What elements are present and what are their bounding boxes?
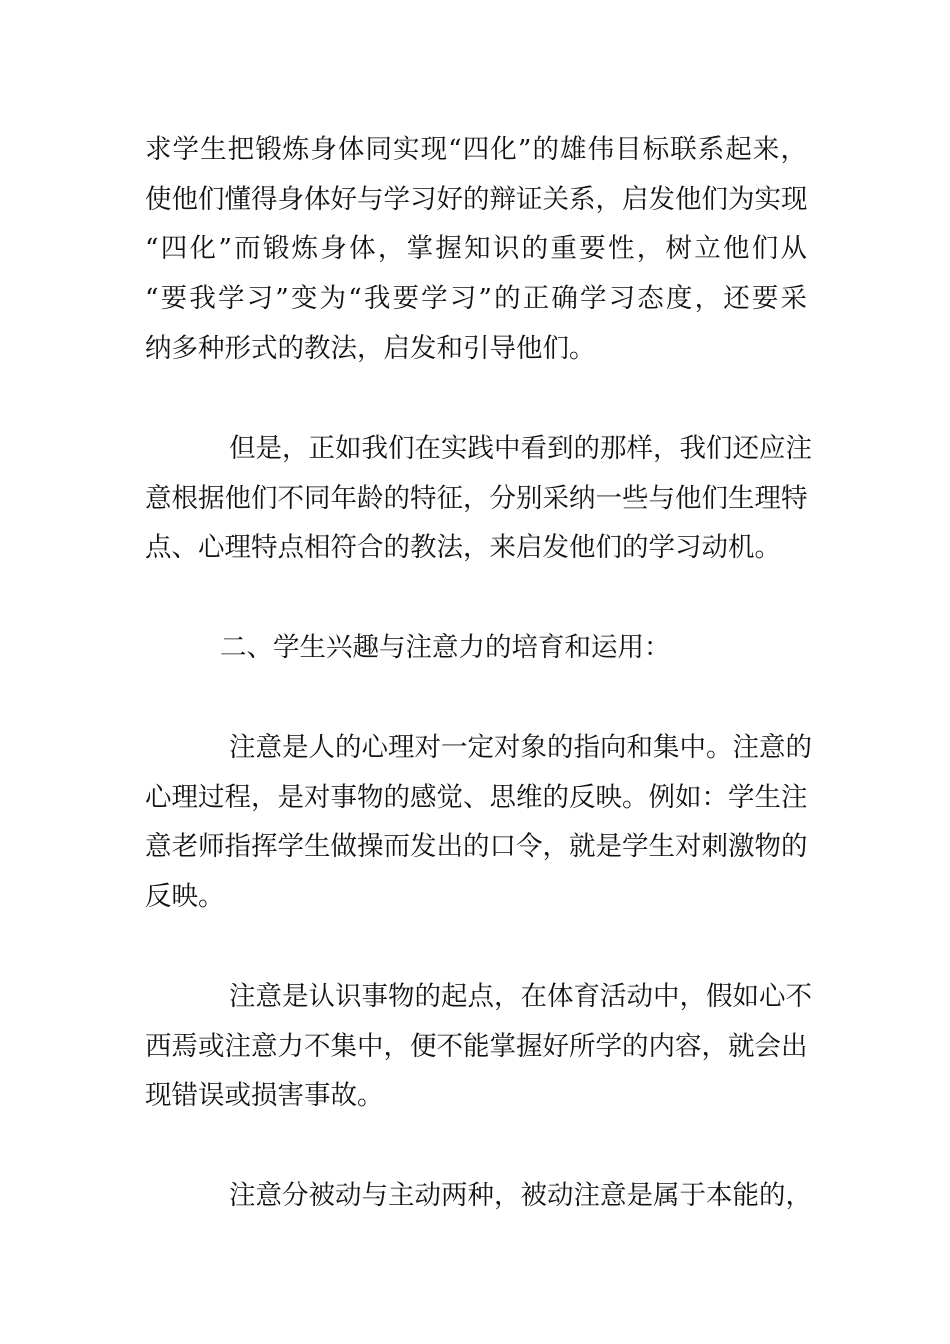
paragraph-line: 点、心理特点相符合的教法，来启发他们的学习动机。 <box>145 532 781 563</box>
paragraph-line: “四化”而锻炼身体，掌握知识的重要性，树立他们从 <box>145 233 807 264</box>
paragraph-line: 意老师指挥学生做操而发出的口令，就是学生对刺激物的 <box>145 831 808 862</box>
section-heading: 二、学生兴趣与注意力的培育和运用： <box>220 632 671 663</box>
paragraph-line: 现错误或损害事故。 <box>145 1080 384 1111</box>
paragraph-line: 注意是认识事物的起点，在体育活动中，假如心不 <box>229 981 812 1012</box>
paragraph-line: 心理过程，是对事物的感觉、思维的反映。例如：学生注 <box>145 782 808 813</box>
paragraph-line: 意根据他们不同年龄的特征，分别采纳一些与他们生理特 <box>145 483 808 514</box>
paragraph-line: 注意分被动与主动两种，被动注意是属于本能的， <box>229 1180 812 1211</box>
paragraph-line: “要我学习”变为“我要学习”的正确学习态度，还要采 <box>145 283 807 314</box>
paragraph-line: 使他们懂得身体好与学习好的辩证关系，启发他们为实现 <box>145 184 808 215</box>
paragraph-line: 求学生把锻炼身体同实现“四化”的雄伟目标联系起来， <box>145 134 807 165</box>
paragraph-line: 但是，正如我们在实践中看到的那样，我们还应注 <box>229 433 812 464</box>
paragraph-line: 西焉或注意力不集中，便不能掌握好所学的内容，就会出 <box>145 1031 808 1062</box>
paragraph-line: 反映。 <box>145 881 225 912</box>
paragraph-line: 纳多种形式的教法，启发和引导他们。 <box>145 333 596 364</box>
paragraph-line: 注意是人的心理对一定对象的指向和集中。注意的 <box>229 732 812 763</box>
